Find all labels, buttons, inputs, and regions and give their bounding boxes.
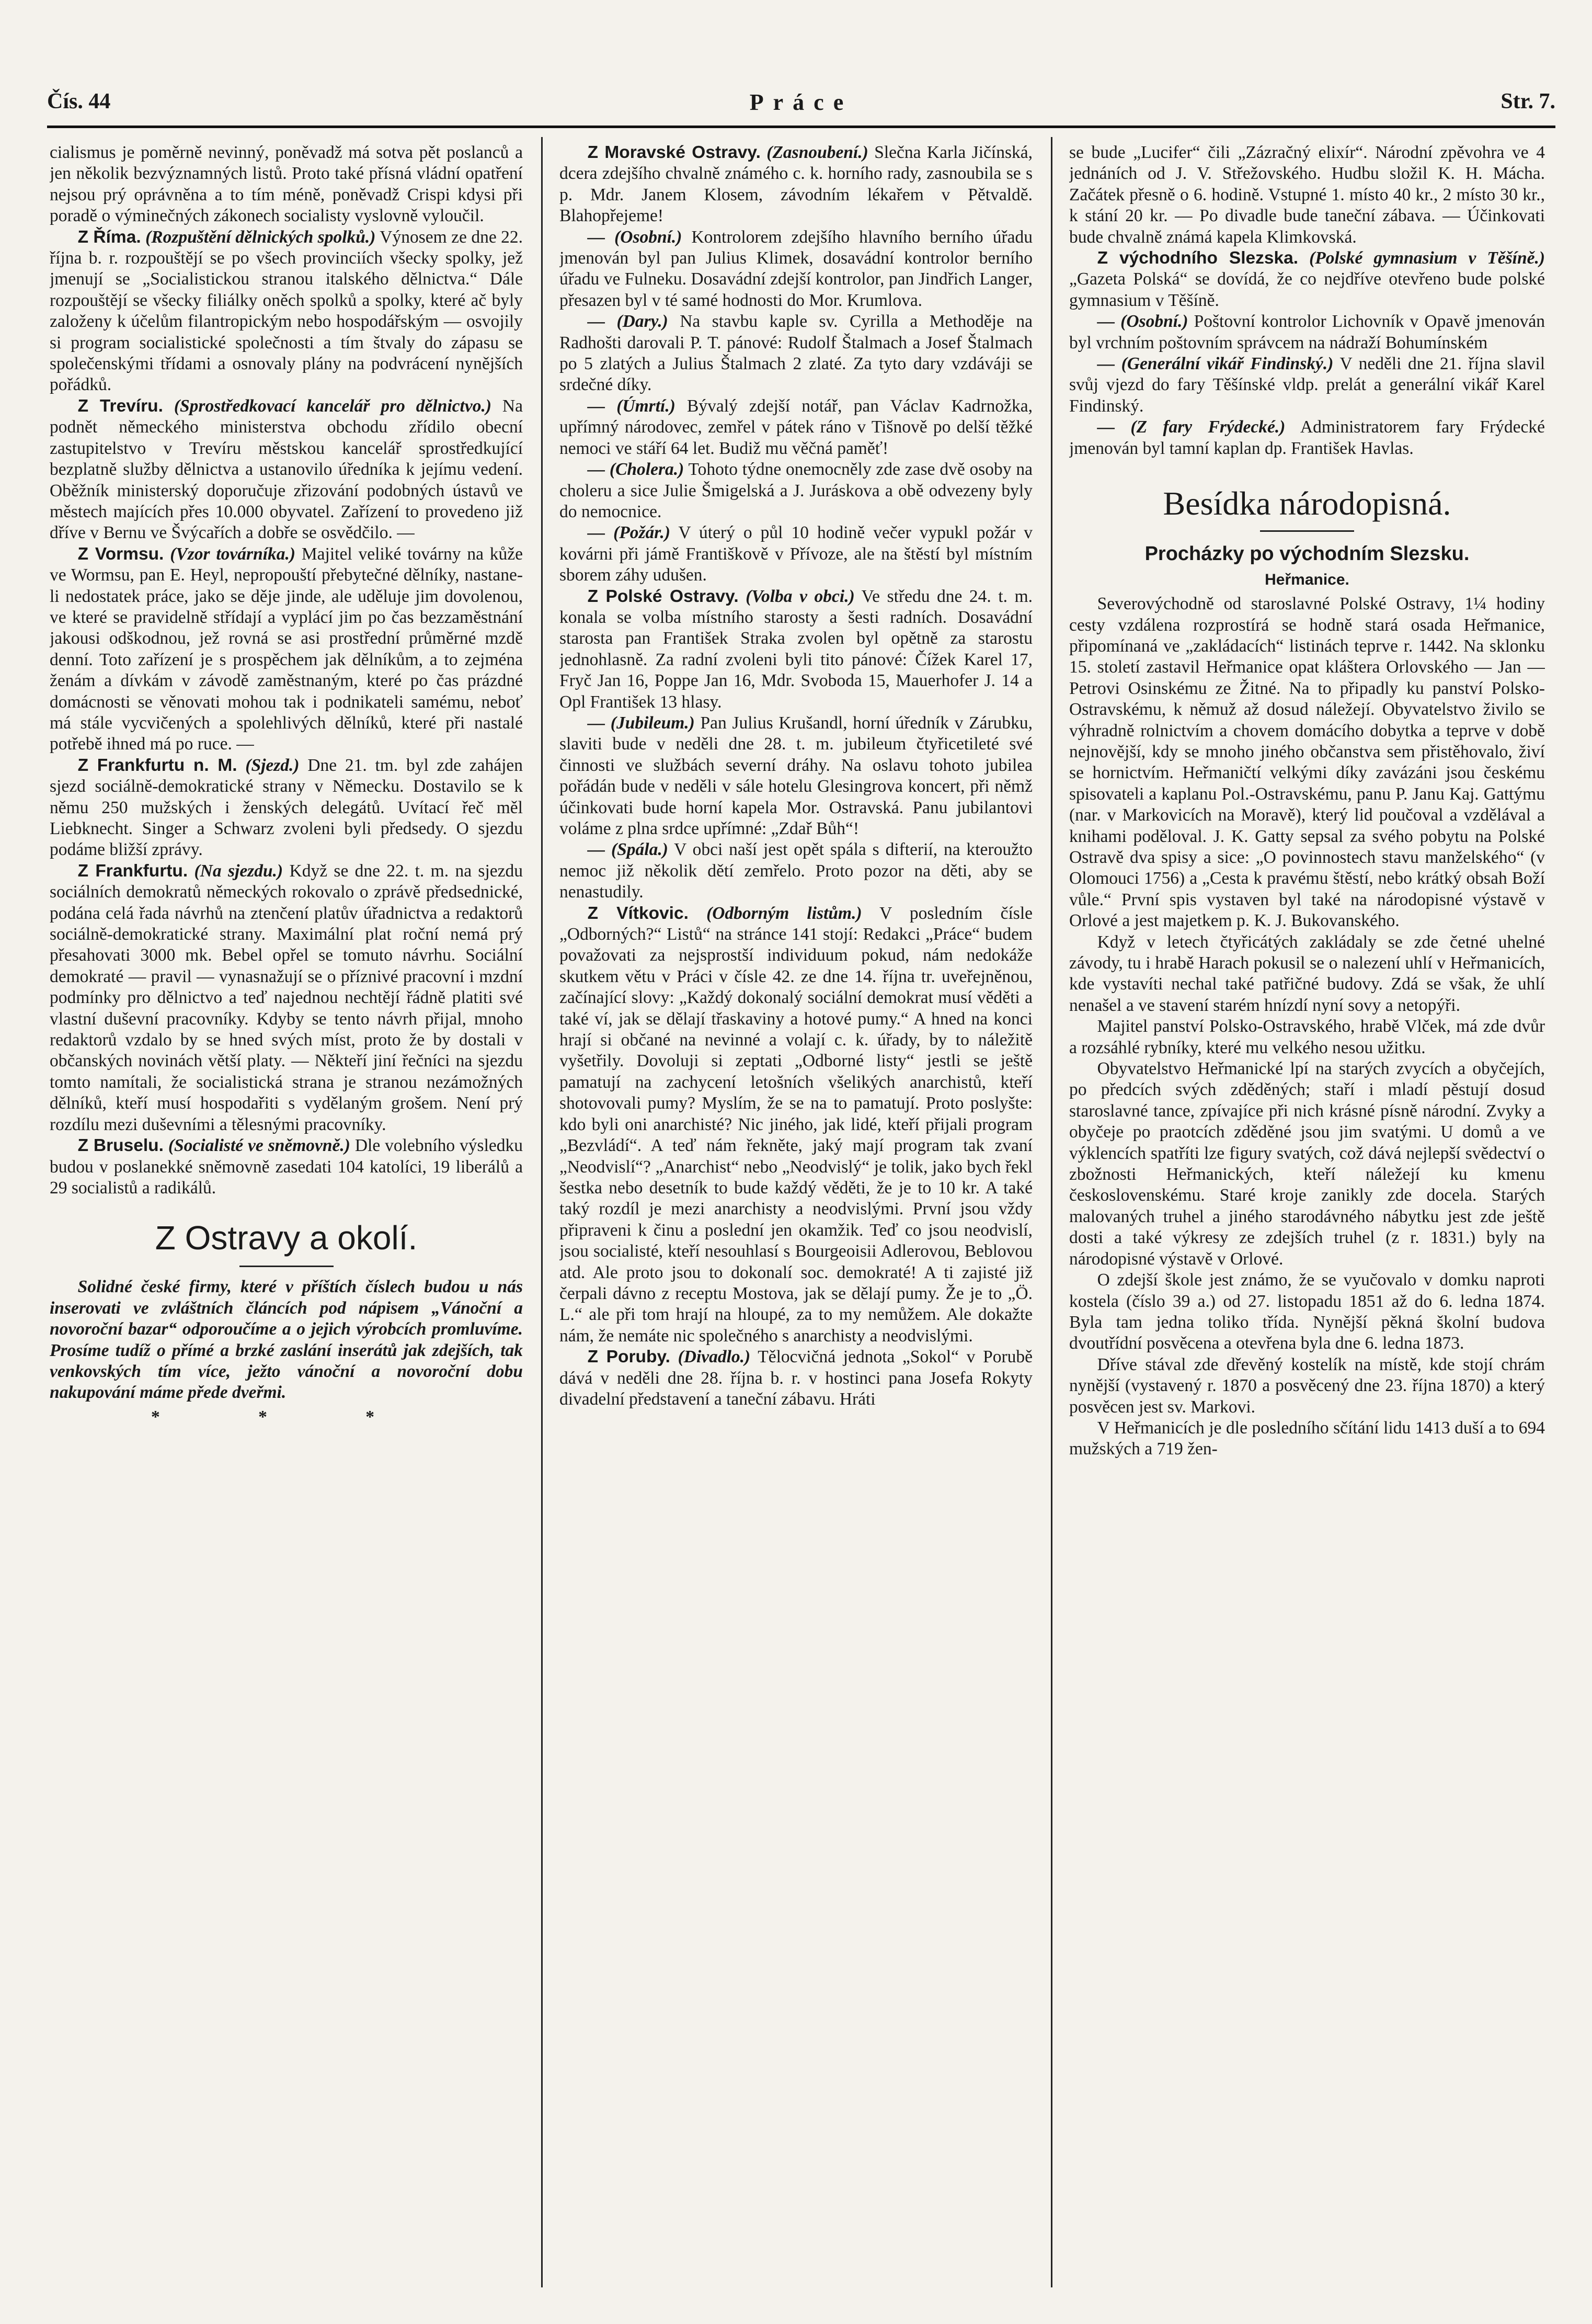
subhead-divadlo: (Divadlo.)	[678, 1347, 751, 1367]
column-1	[50, 142, 523, 2293]
subhead-umrti: — (Úmrtí.)	[587, 396, 675, 416]
text-umrti: Bývalý zdejší notář, pan Václav Kadrnožka, upřímný národovec, zemřel v pátek ráno v Tišnově po delší těžké nemoci ve stáří 64 let. Budiž mu věčná paměť!	[559, 396, 1033, 458]
article-poruba-cont: se bude „Lucifer“ čili „Zázračný elixír“. Národní zpěvohra ve 4 jednáních od J. V. Střežovského. Hudbu složil K. H. Mácha. Začátek přesně o 6. hodině. Vstupné 1. místo 40 kr., 2 místo 30 kr., k stání 20 kr. — Po divadle bude taneční zábava. — Účinkovati bude chvalně známá kapela Klimkovská.	[1069, 143, 1545, 247]
feature-paragraph-2: Když v letech čtyřicátých zakládaly se zde četné uhelné závody, tu i hrabě Harach pokusil se o nalezení uhlí v Heřmanicích, kde vystavíti nechal také patřičné budovy. Zdá se však, že uhlí nenašel a ve stavení starém hnízdí nyní sovy a netopýři.	[1069, 932, 1545, 1015]
subhead-osobni-2: — (Osobní.)	[1097, 312, 1188, 332]
issue-number: Čís. 44	[47, 89, 111, 113]
headline-frankfurt-1: Z Frankfurtu n. M.	[77, 755, 237, 775]
headline-polska-ostrava: Z Polské Ostravy.	[587, 586, 739, 606]
subhead-zasnoubeni: (Zasnoubení.)	[766, 143, 868, 162]
subhead-trevir: (Sprostředkovací kancelář pro dělnictvo.)	[174, 396, 491, 416]
text-frankfurt-1: Dne 21. tm. byl zde zahájen sjezd sociálně-demokratické strany v Německu. Dostavilo se k němu 250 mužských i ženských delegátů. Uvítací řeč měl Liebknecht. Singer a Schwarz zvoleni byli předsedy. O sjezdu podáme bližší zprávy.	[50, 755, 523, 860]
text-spala: V obci naší jest opět spála s difterií, na kteroužto nemoc již několik dětí zemřelo. Proto pozor na děti, aby se nenastudily.	[559, 840, 1033, 902]
article-vikar	[1069, 354, 1545, 417]
subhead-pozar: — (Požár.)	[587, 523, 670, 543]
subhead-odbornym-listum: (Odborným listům.)	[706, 903, 862, 923]
feature-subtitle: Heřmanice.	[1265, 571, 1349, 589]
article-vorms	[50, 544, 523, 755]
article-polska-ostrava	[559, 586, 1033, 713]
text-dary: Na stavbu kaple sv. Cyrilla a Methoděje na Radhošti darovali P. T. pánové: Rudolf Štalmach a Josef Štalmach po 5 zlatých a Julius Štalmach 2 zlaté. Za tyto dary vzdáváji se srdečné díky.	[559, 312, 1033, 395]
subhead-jubileum: — (Jubileum.)	[587, 713, 695, 733]
column-3	[1069, 142, 1545, 2293]
section-title-besidka: Besídka národopisná.	[1163, 485, 1451, 522]
headline-slezsko: Z východního Slezska.	[1097, 248, 1299, 268]
article-jubileum	[559, 713, 1033, 839]
subhead-volba: (Volba v obci.)	[746, 586, 855, 606]
subhead-vorms: (Vzor továrníka.)	[170, 544, 296, 564]
text-pozar: V úterý o půl 10 hodině večer vypukl požár v kovárni při jámě Františkově v Přívoze, ale na štěstí byl místním sborem záhy udušen.	[559, 523, 1033, 585]
feature-paragraph-7: V Heřmanicích je dle posledního sčítání lidu 1413 duší a to 694 mužských a 719 žen-	[1069, 1418, 1545, 1459]
feature-paragraph-1: Severovýchodně od staroslavné Polské Ostravy, 1¼ hodiny cesty vzdálena rozprostírá se hodně stará osada Heřmanice, připomínaná ve „zakládacích“ listinách teprve r. 1442. Na sklonku 15. století zastavil Heřmanice opat kláštera Orlovského — Jan — Petrovi Osinskému ze Žitné. Na to připadly ku panství Polsko-Ostravskému, k němuž až dosud náležejí. Obyvatelstvo živilo se výhradně rolnictvím a chovem domácího dobytka a teprve v době nejnovější, kdy se mnoho jiného občanstva sem přistěhovalo, živí se hornictvím. Heřmaničtí velkými díky zavázáni jsou českému spisovateli a kaplanu Pol.-Ostravskému, panu P. Janu Kaj. Gattýmu (nar. v Markovicích na Moravě), který lid poučoval a vzdělával a knihami poděloval. J. K. Gatty sepsal za svého pobytu na Polské Ostravě dva spisy a sice: „O povinnostech stavu manželského“ (v Olomouci 1756) a „Cesta k pravému štěstí, nebo krátký obsah Boží vůle.“ První spis vystaven byl také na národopisné výstavě v Orlové a jest majetkem p. K. J. Bukovanského.	[1069, 594, 1545, 931]
text-jubileum: Pan Julius Krušandl, horní úředník v Zárubku, slaviti bude v neděli dne 28. t. m. jubileum čtyřicetileté své činnosti ve službách severní dráhy. Na oslavu tohoto jubilea pořádán bude v neděli v sále hotelu Glesingrova koncert, při němž účinkovati bude horní kapela Mor. Ostravská. Panu jubilantovi voláme z plna srdce upřímné: „Zdař Bůh“!	[559, 713, 1033, 838]
headline-rima: Z Říma.	[77, 227, 141, 247]
article-frankfurt-2	[50, 861, 523, 1135]
column-2	[559, 142, 1033, 2293]
page-number: Str. 7.	[1501, 89, 1555, 113]
text-zasnoubeni: Slečna Karla Jičínská, dcera zdejšího chvalně známého c. k. horního rady, zasnoubila se s p. Mdr. Janem Klosem, závodním lékařem v Pětvaldě. Blahopřejeme!	[559, 143, 1033, 226]
section-title-rule	[239, 1266, 334, 1267]
subhead-fara: — (Z fary Frýdecké.)	[1097, 417, 1286, 437]
subhead-vikar: — (Generální vikář Findinský.)	[1097, 354, 1334, 374]
text-rima: Výnosem ze dne 22. října b. r. rozpouštějí se po všech provinciích všecky spolky, jež jmenují se „Socialistickou stranou italského dělnictva.“ Dále rozpouštějí se všecky filiálky oněch spolků a spolky, které ač byly založeny k účelům filantropickým nebo hospodářským — osvojily si program socialistické společnosti a tím štvaly do zápasu se společenskými třídami a osnovaly plány na podvrácení nynějších pořádků.	[50, 227, 523, 395]
columns	[50, 142, 1555, 2293]
text-cholera: Tohoto týdne onemocněly zde zase dvě osoby na choleru a sice Julie Šmigelská a J. Juráskova a obě odvezeny byly do nemocnice.	[559, 460, 1033, 521]
text-volba: Ve středu dne 24. t. m. konala se volba místního starosty a šesti radních. Dosavádní starosta pan František Straka zvolen byl opětně za starostu jednohlasně. Za radní zvoleni byli tito pánové: Čížek Karel 17, Fryč Jan 16, Poppe Jan 16, Mdr. Svoboda 15, Mauerhofer J. 14 a Opl František 13 hlasy.	[559, 586, 1033, 712]
headline-trevir: Z Trevíru.	[77, 396, 163, 416]
feature-title: Procházky po východním Slezsku.	[1144, 543, 1470, 565]
article-rima	[50, 227, 523, 396]
article-dary	[559, 311, 1033, 396]
article-fara	[1069, 417, 1545, 459]
text-osobni-2: Poštovní kontrolor Lichovník v Opavě jmenován byl vrchním poštovním správcem na nádraží Bohumínském	[1069, 312, 1545, 352]
subhead-osobni: — (Osobní.)	[587, 227, 682, 247]
article-osobni	[559, 227, 1033, 312]
subhead-spala: — (Spála.)	[587, 840, 668, 860]
article-trevir	[50, 396, 523, 544]
promo-notice: Solidné české firmy, které v příštích číslech budou u nás inserovati ve zvláštních článcích pod nápisem „Vánoční a novoroční bazar“ odporoučíme a o jejich výrobcích promluvíme. Prosíme tudíž o přímé a brzké zaslání inserátů jak zdejších, tak venkovských tím více, ježto vánoční a novoroční dobu nakupování máme přede dveřmi.	[50, 1277, 523, 1403]
article-vitkovice	[559, 903, 1033, 1347]
headline-vitkovice: Z Vítkovic.	[587, 903, 689, 923]
subhead-rima: (Rozpuštění dělnických spolků.)	[145, 227, 376, 247]
text-gymnasium: „Gazeta Polská“ se dovídá, že co nejdříve otevřeno bude polské gymnasium v Těšíně.	[1069, 269, 1545, 310]
feature-paragraph-3: Majitel panství Polsko-Ostravského, hrabě Vlček, má zde dvůr a rozsáhlé rybníky, které mu velkého nesou užitku.	[1069, 1017, 1545, 1057]
article-spala	[559, 839, 1033, 903]
headline-brusel: Z Bruselu.	[77, 1136, 164, 1156]
article-pozar	[559, 522, 1033, 586]
headline-frankfurt-2: Z Frankfurtu.	[77, 861, 188, 881]
headline-poruba: Z Poruby.	[587, 1347, 670, 1367]
article-osobni-2	[1069, 311, 1545, 354]
subhead-cholera: — (Cholera.)	[587, 460, 684, 480]
headline-moravska-ostrava: Z Moravské Ostravy.	[587, 143, 761, 162]
section-title-rule-2	[1260, 530, 1354, 532]
subhead-frankfurt-1: (Sjezd.)	[245, 755, 300, 775]
text-osobni: Kontrolorem zdejšího hlavního berního úřadu jmenován byl pan Julius Klimek, dosavádní kontrolor berního úřadu ve Fulneku. Dosavádní zdejší kontrolor, pan Jindřich Langer, přesazen byl v té samé hodnosti do Mor. Krumlova.	[559, 227, 1033, 310]
article-umrti	[559, 396, 1033, 459]
masthead	[47, 89, 1555, 126]
text-vikar: V neděli dne 21. října slavil svůj vjezd do fary Těšínské vldp. prelát a generální vikář Karel Findinský.	[1069, 354, 1545, 416]
feature-paragraph-6: Dříve stával zde dřevěný kostelík na místě, kde stojí chrám nynější (vystavený r. 1870 a posvěcený dne 23. října 1870) a který posvěcen jest sv. Markovi.	[1069, 1354, 1545, 1417]
article-moravska-ostrava	[559, 142, 1033, 227]
subhead-gymnasium: (Polské gymnasium v Těšíně.)	[1309, 248, 1545, 268]
text-brusel: Dle volebního výsledku budou v poslanekké sněmovně zasedati 104 katolíci, 19 liberálů a 29 socialistů a radikálů.	[50, 1136, 523, 1198]
newspaper-title: Práce	[749, 89, 853, 115]
subhead-brusel: (Socialisté ve sněmovně.)	[168, 1136, 350, 1156]
masthead-rule	[47, 126, 1555, 128]
text-vorms: Majitel veliké továrny na kůže ve Wormsu, pan E. Heyl, nepropouští přebytečné dělníky, nastane-li nedostatek práce, jako se děje jinde, ale uděluje jim dovolenou, ve které se pravidelně střídají a vyplácí jim po čas bezzaměstnání jakousi odškodnou, jež rovná se asi prostřední průměrné mzdě denní. Toto zařízení je s prospěchem jak dělníkům, a to zejména ženám a dívkám v závodě zaměstnaným, které po čas prázdné domácnosti se věnovati mohou tak i podnikateli samému, neboť má stále vycvičených a spolehlivých dělníků, které při nastalé potřebě ihned má po ruce. —	[50, 544, 523, 754]
article-cholera	[559, 459, 1033, 522]
feature-paragraph-5: O zdejší škole jest známo, že se vyučovalo v domku naproti kostela (číslo 39 a.) od 27. listopadu 1851 až do 6. ledna 1874. Byla tam jedna toliko třída. Nynější pěkná školní budova dvoutřídní posvěcena a otevřena byla dne 6. ledna 1873.	[1069, 1270, 1545, 1353]
article-intro: cialismus je poměrně nevinný, poněvadž má sotva pět poslanců a jen několik bezvýznamných listů. Proto také přísná vládní opatření nejsou prý oprávněna a to tím méně, poněvadž Crispi kdysi při poradě o výminečných zákonech socialisty vyslovně vyloučil.	[50, 143, 523, 226]
text-divadlo: Tělocvičná jednota „Sokol“ v Porubě dává v neděli dne 28. října b. r. v hostinci pana Josefa Rokyty divadelní představení a taneční zábavu. Hráti	[559, 1347, 1033, 1409]
separator-stars: * * *	[151, 1407, 421, 1427]
article-slezsko	[1069, 248, 1545, 311]
section-title-ostrava: Z Ostravy a okolí.	[155, 1219, 418, 1257]
subhead-dary: — (Dary.)	[587, 312, 668, 332]
article-frankfurt-1	[50, 755, 523, 861]
headline-vorms: Z Vormsu.	[77, 544, 164, 564]
article-poruba	[559, 1347, 1033, 1410]
text-fara: Administratorem fary Frýdecké jmenován byl tamní kaplan dp. František Havlas.	[1069, 417, 1545, 458]
text-trevir: Na podnět německého ministerstva obchodu zřídilo obecní zastupitelstvo v Trevíru městskou kancelář sprostředkující bezplatně služby dělnictva a ustanovilo úředníka k jejímu vedení. Oběžník ministerský doporučuje zřizování podobných ústavů ve městech majících přes 10.000 obyvatel. Zařízení to provedeno již dříve v Bernu ve Švýcařích a dobře se osvědčilo. —	[50, 396, 523, 543]
article-brusel	[50, 1135, 523, 1199]
text-odbornym-listum: V posledním čísle „Odborných?“ Listů“ na stránce 141 stojí: Redakci „Práce“ budem považovati za nejsprostší individuum pokud, nám nedokáže skutkem větu v Práci v čísle 42. ze dne 14. října tr. uveřejněnou, začínající slovy: „Každý dokonalý sociální demokrat musí věděti a také ví, jak se dělají třaskaviny a hotové pumy.“ A hned na konci hrají si občané na nevinné a volají c. k. úřady, by to náležitě vyšetřily. Dovoluji si zeptati „Odborné listy“ jestli se ještě pamatují na zachycení letošních všelikých anarchistů, kteří shotovovali pumy? Myslím, že se na to pamatují. Proto poslyšte: kdo byli oni anarchisté? Nic jiného, jak lidé, kteří přijali program „Bezvládí“. A teď nám řekněte, jaký mají program tak zvaní „Neodvislí“? „Anarchist“ nebo „Neodvislý“ je tolik, jako bych řekl šestka nebo desetník to bude každý věděti, že je to 10 kr. A také taký rozdíl je mezi anarchisty a neodvislými. První jsou vždy připraveni k činu a poslední jen okamžik. Teď co jsou neodvislí, jsou socialisté, kteří nesouhlasí s Bourgeoisii Adlerovou, Beblovou atd. Ale proto jsou to dokonalí soc. demokraté! A ti zajisté již čerpali dávno z receptu Mostova, jak se dělají pumy. Že je to „Ö. L.“ ale při tom hrají na hloupé, za to my nemůžem. Ale dokažte nám, že nemáte nic společného s anarchisty a neodvislými.	[559, 903, 1033, 1346]
text-frankfurt-2: Když se dne 22. t. m. na sjezdu sociálních demokratů německých rokovalo o zprávě předsednické, podána celá řada návrhů na ztenčení platův úřadnictva a redaktorů sociálně-demokratické strany. Maximální plat roční nemá prý přesahovati 3000 mk. Bebel opřel se tomuto návrhu. Sociální demokraté — pravil — vynasnažují se o příznivé pracovní i mzdní podmínky pro dělnictvo a teď najednou nechtějí řádně platiti své vlastní duševní pracovníky. Kdyby se tento návrh přijal, mnoho redaktorů vzdalo by se hned svých míst, proto že by dostali v občanských novinách větší platy. — Někteří jiní řečníci na sjezdu tomto namítali, že socialistická strana je stranou nezámožných dělníků, kteří musí hospodařiti s vydělaným grošem. Není prý rozdílu mezi duševními a tělesnými pracovníky.	[50, 861, 523, 1134]
subhead-frankfurt-2: (Na sjezdu.)	[194, 861, 283, 881]
feature-paragraph-4: Obyvatelstvo Heřmanické lpí na starých zvycích a obyčejích, po předcích svých zděděných; staří i mladí pěstují dosud staroslavné tance, zpívajíce při nich krásné písně národní. Zvyky a obyčeje po praotcích zděděné jsou jim svatými. U domů a ve výklencích spatříti lze figury svatých, což dává nejlepší svědectví o zbožnosti Heřmanických, kteří náležejí ku kmenu československému. Staré kroje zanikly zde docela. Starých malovaných truhel a jiného starodávného nábytku jest zde ještě dosti a také výkresy ze zdejších truhel (z r. 1831.) byly na národopisné výstavě v Orlové.	[1069, 1059, 1545, 1269]
